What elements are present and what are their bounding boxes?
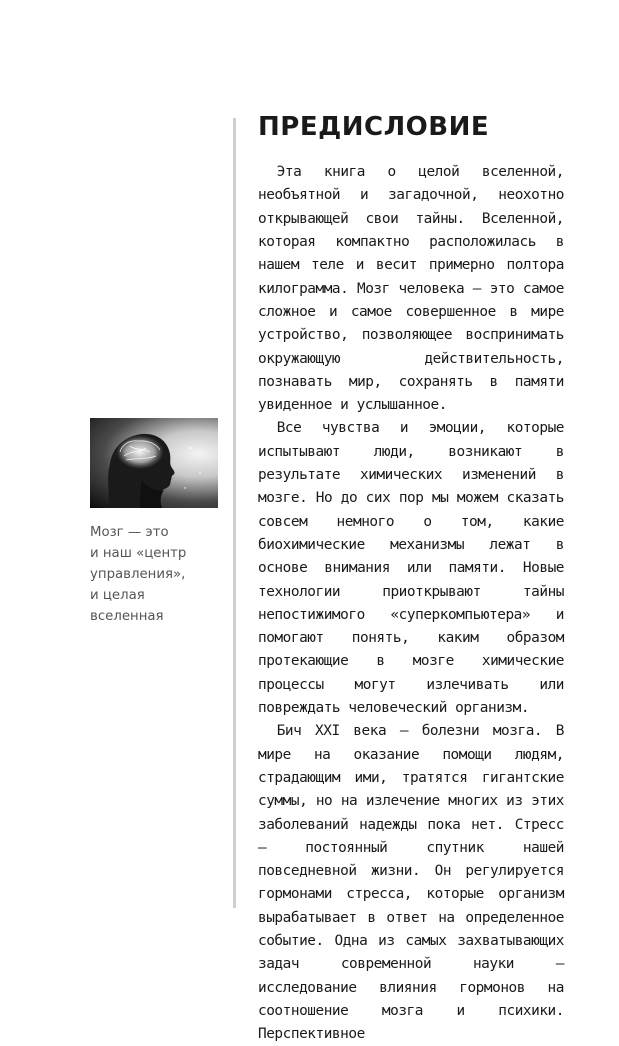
- main-text-column: [258, 112, 564, 1046]
- brain-head-photo: [90, 418, 218, 508]
- chapter-title: ПРЕДИСЛОВИЕ: [258, 112, 490, 142]
- sidebar: [90, 418, 220, 627]
- vertical-rule: [233, 118, 236, 908]
- paragraph-1: Эта книга о целой вселенной, необъятной и загадочной, неохотно открывающей свои тайны. Вселенной, которая компактно расположилась в нашем теле и весит примерно полтора килограмма. Мозг человека — это самое сложное и самое совершенное в мире устройство, позволяющее воспринимать окружающую действительность, познавать мир, сохранять в памяти увиденное и услышанное.: [258, 164, 564, 414]
- photo-caption: Мозг — это и наш «центр управления», и целая вселенная: [90, 525, 187, 624]
- paragraph-2: Все чувства и эмоции, которые испытывают люди, возникают в результате химических изменений в мозге. Но до сих пор мы можем сказать совсем немного о том, какие биохимические механизмы лежат в основе внимания или памяти. Новые технологии приоткрывают тайны непостижимого «суперкомпьютера» и помогают понять, каким образом протекающие в мозге химические процессы могут излечивать или повреждать человеческий организм.: [258, 420, 564, 717]
- paragraph-3: Бич XXI века — болезни мозга. В мире на оказание помощи людям, страдающим ими, тратятся гигантские суммы, но на излечение многих из этих заболеваний надежды пока нет. Стресс — постоянный спутник нашей повседневной жизни. Он регулируется гормонами стресса, которые организм вырабатывает в ответ на определенное событие. Одна из самых захватывающих задач современной науки — исследование влияния гормонов на соотношение мозга и психики. Перспективное: [258, 723, 564, 1043]
- head-silhouette-icon: [90, 418, 218, 508]
